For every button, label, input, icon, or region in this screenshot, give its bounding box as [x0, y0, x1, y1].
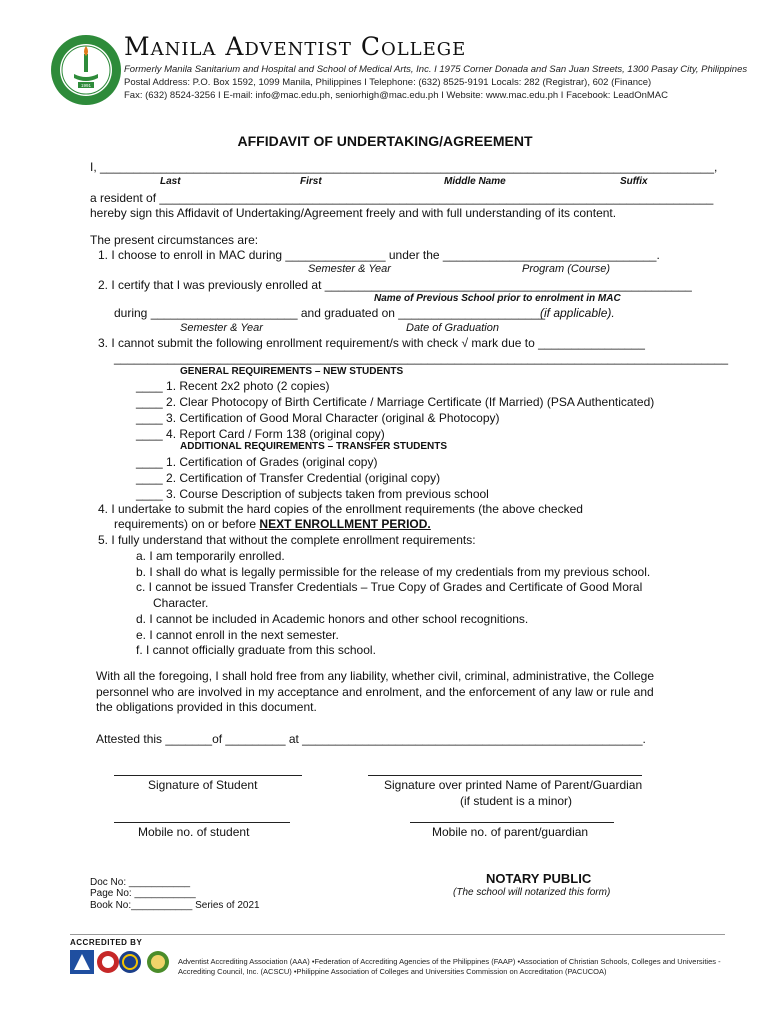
- additional-requirements-heading: ADDITIONAL REQUIREMENTS – TRANSFER STUDENTS: [180, 441, 448, 452]
- footer-accreditors-line: Accrediting Council, Inc. (ACSCU) •Philippine Association of Colleges and Universities Commission on Accreditation (PACUCOA): [178, 967, 607, 976]
- pacucoa-logo: [146, 950, 170, 974]
- parent-signature-line[interactable]: [368, 775, 642, 776]
- general-requirement-item[interactable]: ____ 3. Certification of Good Moral Character (original & Photocopy): [136, 411, 500, 425]
- parent-mobile-line[interactable]: [410, 822, 614, 823]
- notary-note: (The school will notarized this form): [453, 887, 611, 898]
- parent-mobile-label: Mobile no. of parent/guardian: [432, 825, 589, 839]
- header-formerly: Formerly Manila Sanitarium and Hospital and School of Medical Arts, Inc. I 1975 Corner Donada and San Juan Streets, 1300 Pasay City, Philippines: [124, 64, 748, 75]
- college-seal-logo: [50, 34, 122, 106]
- item-5-sub: d. I cannot be included in Academic honors and other school recognitions.: [136, 612, 529, 626]
- item-4-line2: requirements) on or before: [114, 517, 260, 531]
- foregoing-paragraph-line: the obligations provided in this document.: [96, 700, 317, 714]
- if-applicable-note: (if applicable).: [540, 306, 615, 320]
- additional-requirement-item[interactable]: ____ 1. Certification of Grades (original copy): [136, 455, 378, 469]
- additional-requirement-item[interactable]: ____ 3. Course Description of subjects taken from previous school: [136, 487, 489, 501]
- student-signature-line[interactable]: [114, 775, 302, 776]
- general-requirement-item[interactable]: ____ 4. Report Card / Form 138 (original copy): [136, 427, 385, 441]
- foregoing-paragraph-line: With all the foregoing, I shall hold free from any liability, whether civil, criminal, administrative, the College: [96, 669, 655, 683]
- item-3-reason-line[interactable]: ____________________________________________________________________________________________: [114, 351, 728, 365]
- foregoing-paragraph-line: personnel who are involved in my acceptance and enrolment, and the enforcement of any law or rule and: [96, 685, 654, 699]
- faap-logo: [96, 950, 120, 974]
- label-previous-school: Name of Previous School prior to enrolment in MAC: [374, 293, 621, 304]
- item-5-sub: f. I cannot officially graduate from this school.: [136, 643, 376, 657]
- label-suffix: Suffix: [620, 176, 648, 187]
- next-enrollment-emphasis: NEXT ENROLLMENT PERIOD.: [259, 517, 431, 531]
- item-5-sub: b. I shall do what is legally permissible for the release of my credentials from my previous school.: [136, 565, 651, 579]
- general-requirement-item[interactable]: ____ 2. Clear Photocopy of Birth Certificate / Marriage Certificate (If Married) (PSA Authenticated): [136, 395, 655, 409]
- notary-public-title: NOTARY PUBLIC: [486, 871, 592, 886]
- item-5-heading: 5. I fully understand that without the complete enrollment requirements:: [98, 533, 476, 547]
- item-5-sub: c. I cannot be issued Transfer Credentials – True Copy of Grades and Certificate of Good Moral: [136, 580, 643, 594]
- circumstances-heading: The present circumstances are:: [90, 233, 259, 247]
- accredited-by-label: ACCREDITED BY: [70, 938, 143, 947]
- student-mobile-label: Mobile no. of student: [138, 825, 250, 839]
- label-first: First: [300, 176, 322, 187]
- label-semester-year-1: Semester & Year: [308, 263, 391, 275]
- header-postal: Postal Address: P.O. Box 1592, 1099 Manila, Philippines I Telephone: (632) 8525-9191 Locals: 282 (Registrar), 602 (Finance): [124, 77, 652, 88]
- page-no: Page No: ___________: [90, 888, 196, 899]
- item-4-text-cont: [114, 517, 431, 531]
- item-3-text[interactable]: 3. I cannot submit the following enrollment requirement/s with check √ mark due to ________________: [98, 336, 645, 350]
- item-5-sub-cont: Character.: [153, 596, 209, 610]
- attested-line[interactable]: Attested this _______of _________ at ___________________________________________________.: [96, 732, 646, 746]
- doc-no: Doc No: ___________: [90, 877, 191, 888]
- general-requirement-item[interactable]: ____ 1. Recent 2x2 photo (2 copies): [136, 379, 330, 393]
- general-requirements-heading: GENERAL REQUIREMENTS – NEW STUDENTS: [180, 366, 404, 377]
- student-signature-label: Signature of Student: [148, 778, 258, 792]
- footer-divider: [70, 934, 725, 935]
- document-title: AFFIDAVIT OF UNDERTAKING/AGREEMENT: [237, 133, 533, 149]
- item-5-sub: a. I am temporarily enrolled.: [136, 549, 285, 563]
- sign-statement: hereby sign this Affidavit of Undertaking/Agreement freely and with full understanding of its content.: [90, 206, 617, 220]
- label-semester-year-2: Semester & Year: [180, 322, 263, 334]
- book-no: Book No:___________ Series of 2021: [90, 900, 260, 911]
- item-2-text[interactable]: 2. I certify that I was previously enrolled at _______________________________________________________: [98, 278, 692, 292]
- additional-requirement-item[interactable]: ____ 2. Certification of Transfer Credential (original copy): [136, 471, 441, 485]
- name-line[interactable]: I, ____________________________________________________________________________________________,: [90, 160, 718, 174]
- svg-text:1991: 1991: [80, 83, 92, 88]
- acscu-logo: [118, 950, 142, 974]
- item-1-text[interactable]: 1. I choose to enroll in MAC during _______________ under the ________________________________.: [98, 248, 660, 262]
- label-middle-name: Middle Name: [444, 176, 506, 187]
- label-last: Last: [160, 176, 181, 187]
- resident-line[interactable]: a resident of ___________________________________________________________________________________: [90, 191, 714, 205]
- label-program: Program (Course): [522, 263, 611, 275]
- parent-signature-label: Signature over printed Name of Parent/Guardian: [384, 778, 643, 792]
- header-fax: Fax: (632) 8524-3256 I E-mail: info@mac.edu.ph, seniorhigh@mac.edu.ph I Website: www.mac.edu.ph I Facebook: LeadOnMAC: [124, 90, 669, 101]
- aaa-logo: [70, 950, 94, 974]
- footer-accreditors-line: Adventist Accrediting Association (AAA) •Federation of Accrediting Agencies of the Philippines (FAAP) •Association of Christian Schools, Colleges and Universities -: [178, 957, 721, 966]
- item-5-sub: e. I cannot enroll in the next semester.: [136, 628, 339, 642]
- parent-minor-note: (if student is a minor): [460, 794, 573, 808]
- item-2-during[interactable]: during ______________________ and graduated on ______________________: [114, 306, 546, 320]
- college-name: Manila Adventist College: [124, 32, 467, 61]
- label-graduation-date: Date of Graduation: [406, 322, 499, 334]
- student-mobile-line[interactable]: [114, 822, 290, 823]
- item-4-text: 4. I undertake to submit the hard copies of the enrollment requirements (the above checked: [98, 502, 583, 516]
